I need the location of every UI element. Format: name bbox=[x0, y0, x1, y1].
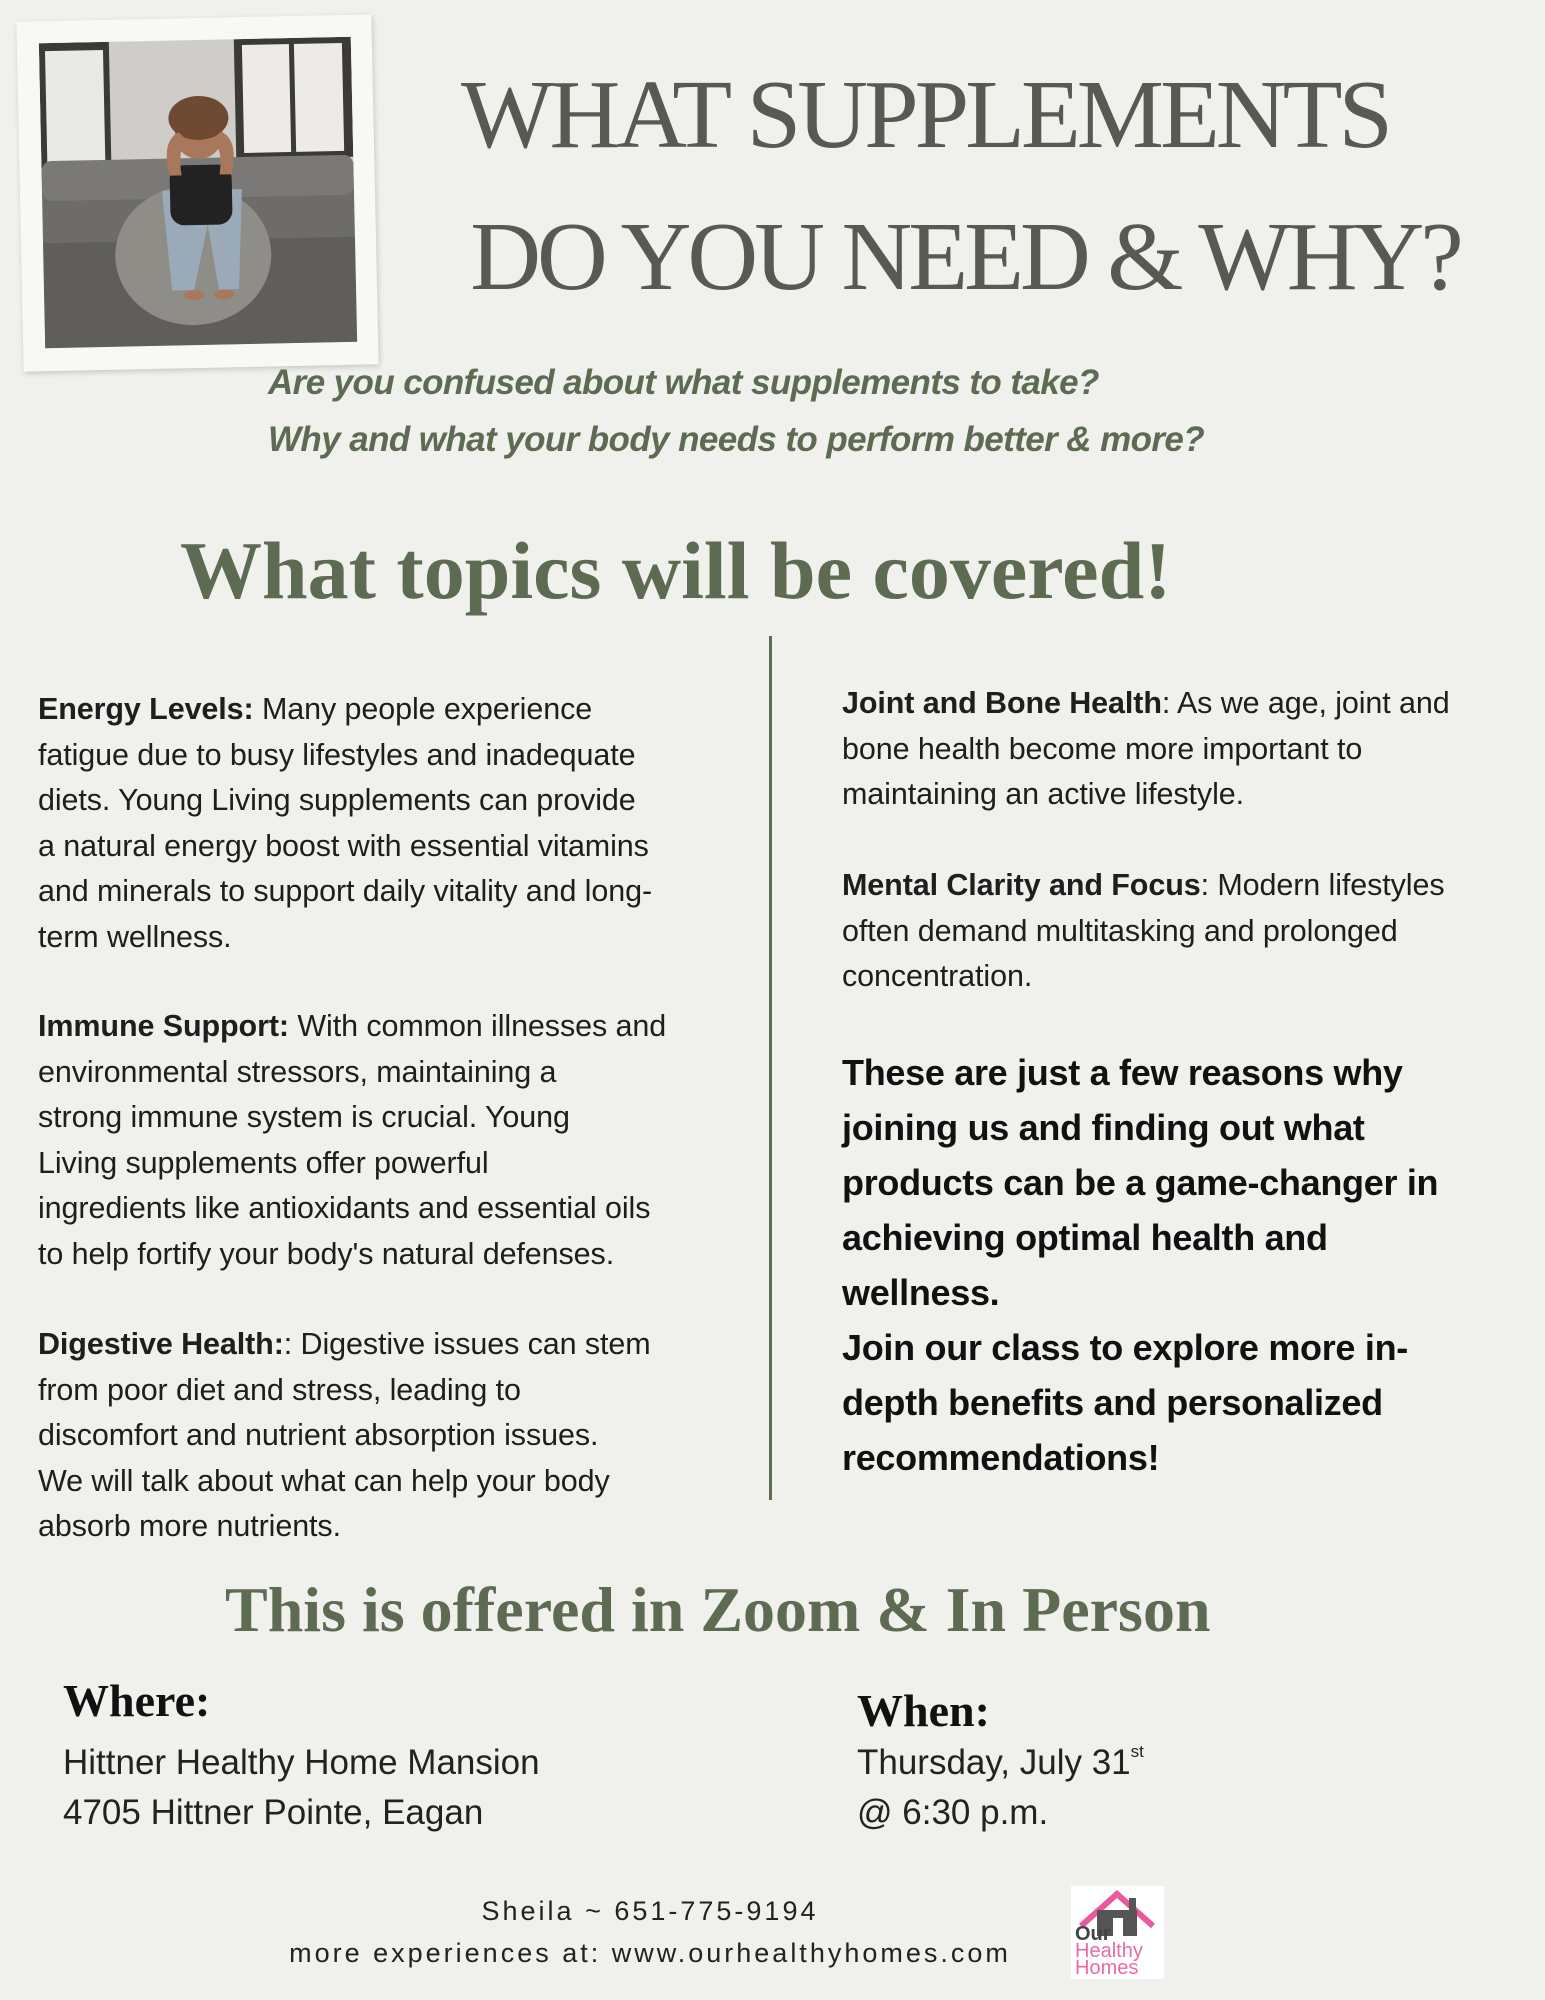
logo-text bbox=[1075, 1923, 1165, 1979]
topic-text: ingredients like antioxidants and essential oils bbox=[38, 1191, 651, 1225]
topic-label: Energy Levels: bbox=[38, 692, 254, 726]
topic-text: fatigue due to busy lifestyles and inadequate bbox=[38, 737, 636, 772]
topic-text: absorb more nutrients. bbox=[38, 1509, 341, 1543]
topic-immune-support bbox=[38, 1004, 738, 1277]
offered-heading: This is offered in Zoom & In Person bbox=[225, 1574, 1211, 1645]
callout-line: wellness. bbox=[842, 1272, 1000, 1313]
topic-text: : Modern lifestyles bbox=[1200, 868, 1445, 902]
our-healthy-homes-logo bbox=[1071, 1886, 1164, 1979]
topic-digestive-health bbox=[38, 1322, 738, 1550]
topic-label: Joint and Bone Health bbox=[842, 686, 1162, 720]
photo-illustration bbox=[39, 37, 357, 348]
topic-text: Living supplements offer powerful bbox=[38, 1145, 489, 1180]
topic-energy-levels bbox=[38, 687, 738, 960]
callout-line: products can be a game-changer in bbox=[842, 1162, 1439, 1203]
topic-text: With common illnesses and bbox=[288, 1009, 667, 1043]
callout-line: These are just a few reasons why bbox=[842, 1052, 1403, 1093]
topic-label: Immune Support: bbox=[38, 1009, 289, 1043]
topic-text: concentration. bbox=[842, 959, 1033, 993]
topic-text: strong immune system is crucial. Young bbox=[38, 1100, 570, 1134]
topic-text: : Digestive issues can stem bbox=[283, 1327, 651, 1361]
footer-website: more experiences at: www.ourhealthyhomes.com bbox=[289, 1938, 1011, 1968]
topic-text: often demand multitasking and prolonged bbox=[842, 913, 1398, 948]
callout-line: recommendations! bbox=[842, 1437, 1160, 1478]
photo-frame bbox=[16, 14, 378, 371]
topics-heading: What topics will be covered! bbox=[180, 525, 1172, 616]
topic-text: maintaining an active lifestyle. bbox=[842, 777, 1244, 811]
topic-label: Mental Clarity and Focus bbox=[842, 868, 1201, 902]
topic-text: bone health become more important to bbox=[842, 731, 1363, 766]
subtitle-line-1: Are you confused about what supplements to take? bbox=[268, 363, 1099, 402]
venue-address: 4705 Hittner Pointe, Eagan bbox=[63, 1793, 484, 1832]
callout-line: joining us and finding out what bbox=[842, 1107, 1365, 1148]
callout-line: Join our class to explore more in- bbox=[842, 1327, 1408, 1368]
event-time: @ 6:30 p.m. bbox=[857, 1793, 1049, 1832]
topic-text: from poor diet and stress, leading to bbox=[38, 1372, 521, 1407]
topic-joint-bone-health bbox=[842, 681, 1502, 818]
topic-text: term wellness. bbox=[38, 919, 232, 954]
topic-text: and minerals to support daily vitality and long- bbox=[38, 874, 653, 908]
where-label: Where: bbox=[63, 1675, 211, 1726]
venue-name: Hittner Healthy Home Mansion bbox=[63, 1743, 540, 1782]
woman-on-couch-photo bbox=[39, 37, 357, 348]
topic-text: discomfort and nutrient absorption issues. bbox=[38, 1418, 599, 1452]
event-date-suffix: st bbox=[1130, 1742, 1144, 1761]
topic-text: : As we age, joint and bbox=[1161, 686, 1450, 720]
topic-text: We will talk about what can help your body bbox=[38, 1463, 610, 1498]
topic-text: environmental stressors, maintaining a bbox=[38, 1054, 557, 1089]
callout-line: achieving optimal health and bbox=[842, 1217, 1328, 1258]
logo-line-3: Homes bbox=[1075, 1957, 1139, 1979]
page-title-line-2: DO YOU NEED & WHY? bbox=[470, 203, 1460, 311]
subtitle-line-2: Why and what your body needs to perform better & more? bbox=[268, 420, 1205, 459]
callout-line: depth benefits and personalized bbox=[842, 1382, 1383, 1423]
page-title-line-1: WHAT SUPPLEMENTS bbox=[461, 61, 1389, 169]
topic-text: to help fortify your body's natural defenses. bbox=[38, 1236, 615, 1271]
topic-text: diets. Young Living supplements can provide bbox=[38, 783, 636, 817]
when-label: When: bbox=[857, 1685, 990, 1736]
logo-line-1: Our bbox=[1075, 1923, 1111, 1945]
when-info bbox=[857, 1738, 1144, 1838]
topic-text: a natural energy boost with essential vitamins bbox=[38, 828, 649, 863]
topic-text: Many people experience bbox=[253, 692, 593, 726]
topic-label: Digestive Health: bbox=[38, 1327, 284, 1361]
event-date: Thursday, July 31 bbox=[857, 1743, 1131, 1782]
footer-contact: Sheila ~ 651-775-9194 bbox=[481, 1896, 819, 1926]
callout-text bbox=[842, 1045, 1502, 1485]
column-divider bbox=[769, 636, 772, 1500]
logo-line-2: Healthy bbox=[1075, 1940, 1143, 1962]
topic-mental-clarity bbox=[842, 863, 1502, 1000]
where-info bbox=[63, 1738, 540, 1838]
